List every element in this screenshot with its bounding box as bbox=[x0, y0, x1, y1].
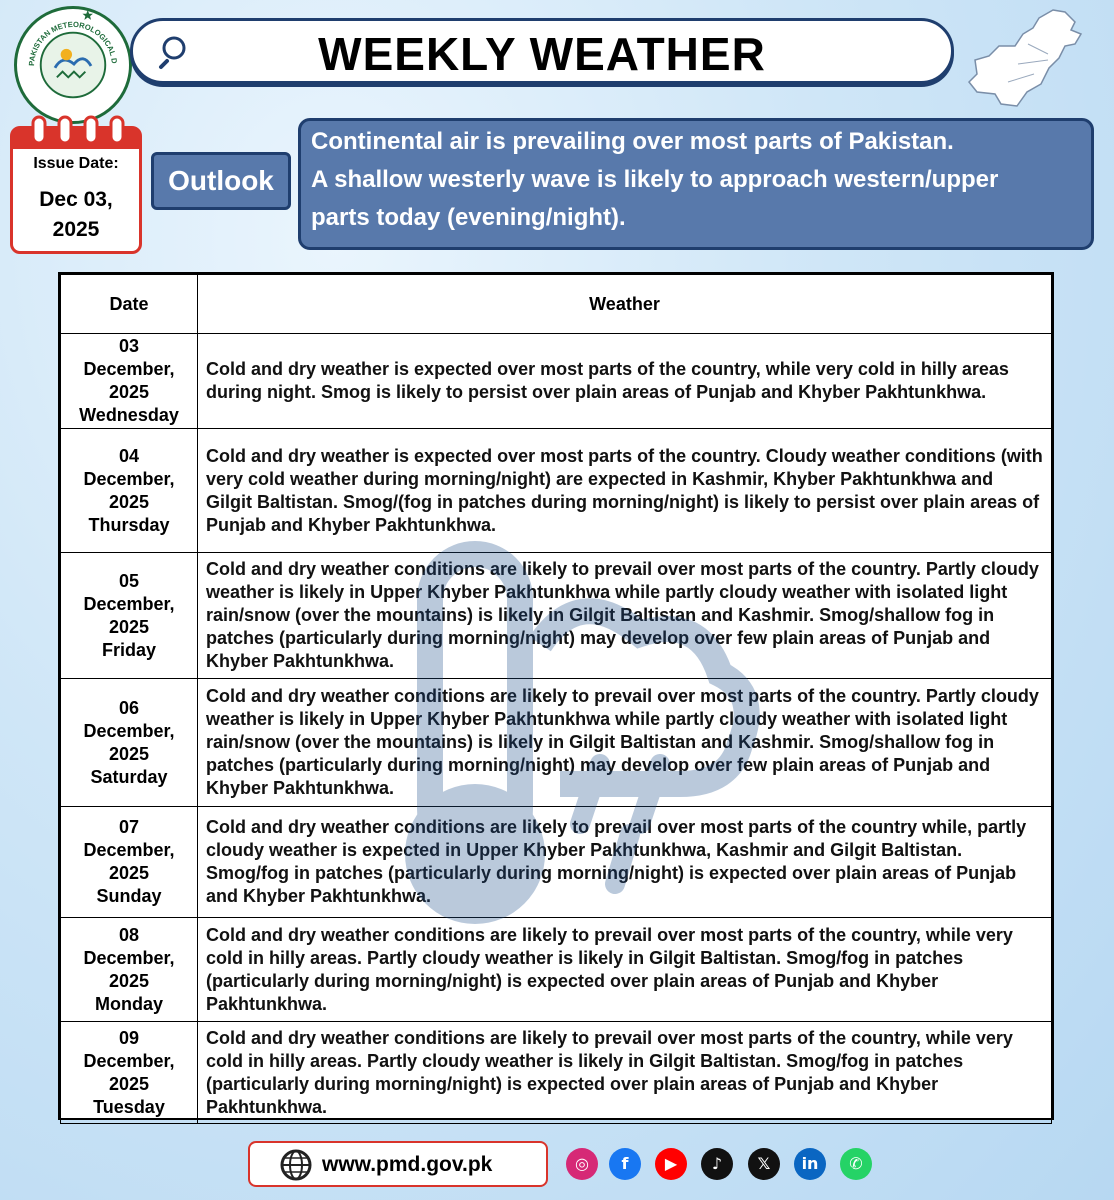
issue-date-value bbox=[13, 185, 139, 245]
date-year: 2025 bbox=[108, 743, 150, 764]
linkedin-icon[interactable]: in bbox=[794, 1148, 826, 1180]
date-month: December, bbox=[83, 720, 175, 741]
date-cell bbox=[61, 679, 198, 807]
date-month: December, bbox=[83, 468, 175, 489]
youtube-icon[interactable]: ▶ bbox=[655, 1148, 687, 1180]
globe-icon bbox=[280, 1149, 312, 1181]
weather-cell: Cold and dry weather is expected over most parts of the country. Cloudy weather conditions (with very cold weather during morning/night) are expected in Kashmir, Khyber Pakhtunkhwa and Gilgit Baltistan. Smog/(fog in patches during morning/night) is likely to persist over plain areas of Punjab and Khyber Pakhtunkhwa. bbox=[198, 429, 1052, 553]
weather-cell: Cold and dry weather is expected over most parts of the country, while very cold in hilly areas during night. Smog is likely to persist over plain areas of Punjab and Khyber Pakhtunkhwa. bbox=[198, 334, 1052, 429]
date-month: December, bbox=[83, 359, 175, 379]
date-cell bbox=[61, 1022, 198, 1124]
date-cell bbox=[61, 918, 198, 1022]
title-bar bbox=[130, 18, 954, 84]
date-weekday: Friday bbox=[101, 639, 157, 660]
tiktok-icon[interactable]: ♪ bbox=[701, 1148, 733, 1180]
table-row bbox=[61, 918, 1052, 1022]
weather-cell: Cold and dry weather conditions are likely to prevail over most parts of the country, while very cold in hilly areas. Partly cloudy weather is likely in Gilgit Baltistan. Smog/fog in patches (particularly during morning/night) is expected over plain areas of Punjab and Khyber Pakhtunkhwa. bbox=[198, 1022, 1052, 1124]
date-weekday: Wednesday bbox=[79, 405, 179, 425]
date-day: 06 bbox=[118, 697, 140, 718]
column-header-date: Date bbox=[61, 275, 198, 334]
date-day: 07 bbox=[118, 817, 140, 837]
issue-date-label: Issue Date: bbox=[33, 155, 119, 172]
table-row bbox=[61, 553, 1052, 679]
outlook-label: Outlook bbox=[151, 152, 291, 210]
date-weekday: Tuesday bbox=[93, 1096, 165, 1117]
date-day: 05 bbox=[118, 570, 140, 591]
date-day: 04 bbox=[118, 445, 140, 466]
weather-cell: Cold and dry weather conditions are likely to prevail over most parts of the country, while very cold in hilly areas. Partly cloudy weather is likely in Gilgit Baltistan. Smog/fog in patches (particularly during morning/night) is expected over plain areas of Punjab and Khyber Pakhtunkhwa. bbox=[198, 918, 1052, 1022]
issue-date-calendar bbox=[10, 126, 142, 254]
calendar-rings-icon bbox=[27, 115, 127, 145]
forecast-table bbox=[58, 272, 1054, 1120]
date-year: 2025 bbox=[108, 382, 150, 402]
date-weekday: Monday bbox=[94, 993, 163, 1014]
date-cell bbox=[61, 553, 198, 679]
table-row bbox=[61, 429, 1052, 553]
facebook-icon[interactable]: f bbox=[609, 1148, 641, 1180]
date-year: 2025 bbox=[108, 616, 150, 637]
date-year: 2025 bbox=[108, 863, 150, 883]
date-month: December, bbox=[83, 840, 175, 860]
page-title: WEEKLY WEATHER bbox=[318, 28, 766, 80]
date-day: 09 bbox=[118, 1027, 140, 1048]
date-weekday: Thursday bbox=[88, 514, 170, 535]
date-year: 2025 bbox=[108, 970, 150, 991]
date-weekday: Saturday bbox=[90, 766, 168, 787]
date-cell bbox=[61, 429, 198, 553]
issue-date-line2: 2025 bbox=[52, 218, 100, 241]
date-year: 2025 bbox=[108, 491, 150, 512]
weather-cell: Cold and dry weather conditions are likely to prevail over most parts of the country while, partly cloudy weather is expected in Upper Khyber Pakhtunkhwa, Kashmir and Gilgit Baltistan. Smog/fog in patches (particularly during morning/night) is expected over plain areas of Punjab and Khyber Pakhtunkhwa. bbox=[198, 807, 1052, 918]
date-month: December, bbox=[83, 1050, 175, 1071]
issue-date-line1: Dec 03, bbox=[39, 188, 113, 211]
date-month: December, bbox=[83, 593, 175, 614]
pakistan-map-icon bbox=[958, 4, 1108, 114]
logo-text: PAKISTAN METEOROLOGICAL D bbox=[27, 19, 119, 67]
date-cell bbox=[61, 334, 198, 429]
weather-cell: Cold and dry weather conditions are likely to prevail over most parts of the country. Partly cloudy weather is likely in Upper Khyber Pakhtunkhwa while partly cloudy weather with isolated light rain/snow (over the mountains) is likely in Gilgit Baltistan and Kashmir. Smog/shallow fog in patches (particularly during morning/night) may develop over few plain areas of Punjab and Khyber Pakhtunkhwa. bbox=[198, 553, 1052, 679]
weather-cell: Cold and dry weather conditions are likely to prevail over most parts of the country. Partly cloudy weather is likely in Upper Khyber Pakhtunkhwa while partly cloudy weather with isolated light rain/snow (over the mountains) is likely in Gilgit Baltistan and Kashmir. Smog/shallow fog in patches (particularly during morning/night) may develop over few plain areas of Punjab and Khyber Pakhtunkhwa. bbox=[198, 679, 1052, 807]
website-url: www.pmd.gov.pk bbox=[322, 1153, 493, 1176]
table-row bbox=[61, 1022, 1052, 1124]
date-day: 03 bbox=[118, 336, 140, 356]
pmd-logo bbox=[14, 6, 132, 124]
instagram-icon[interactable]: ◎ bbox=[566, 1148, 598, 1180]
outlook-text bbox=[298, 118, 1094, 250]
date-day: 08 bbox=[118, 924, 140, 945]
table-header-row bbox=[61, 275, 1052, 334]
table-row bbox=[61, 807, 1052, 918]
whatsapp-icon[interactable]: ✆ bbox=[840, 1148, 872, 1180]
table-row bbox=[61, 334, 1052, 429]
date-weekday: Sunday bbox=[96, 886, 162, 906]
date-cell bbox=[61, 807, 198, 918]
outlook-line: A shallow westerly wave is likely to approach western/upper bbox=[311, 166, 999, 193]
x-icon[interactable]: 𝕏 bbox=[748, 1148, 780, 1180]
outlook-line: parts today (evening/night). bbox=[311, 204, 626, 231]
website-link[interactable] bbox=[248, 1141, 548, 1187]
date-month: December, bbox=[83, 947, 175, 968]
column-header-weather: Weather bbox=[198, 275, 1052, 334]
date-year: 2025 bbox=[108, 1073, 150, 1094]
table-row bbox=[61, 679, 1052, 807]
outlook-line: Continental air is prevailing over most parts of Pakistan. bbox=[311, 128, 954, 155]
